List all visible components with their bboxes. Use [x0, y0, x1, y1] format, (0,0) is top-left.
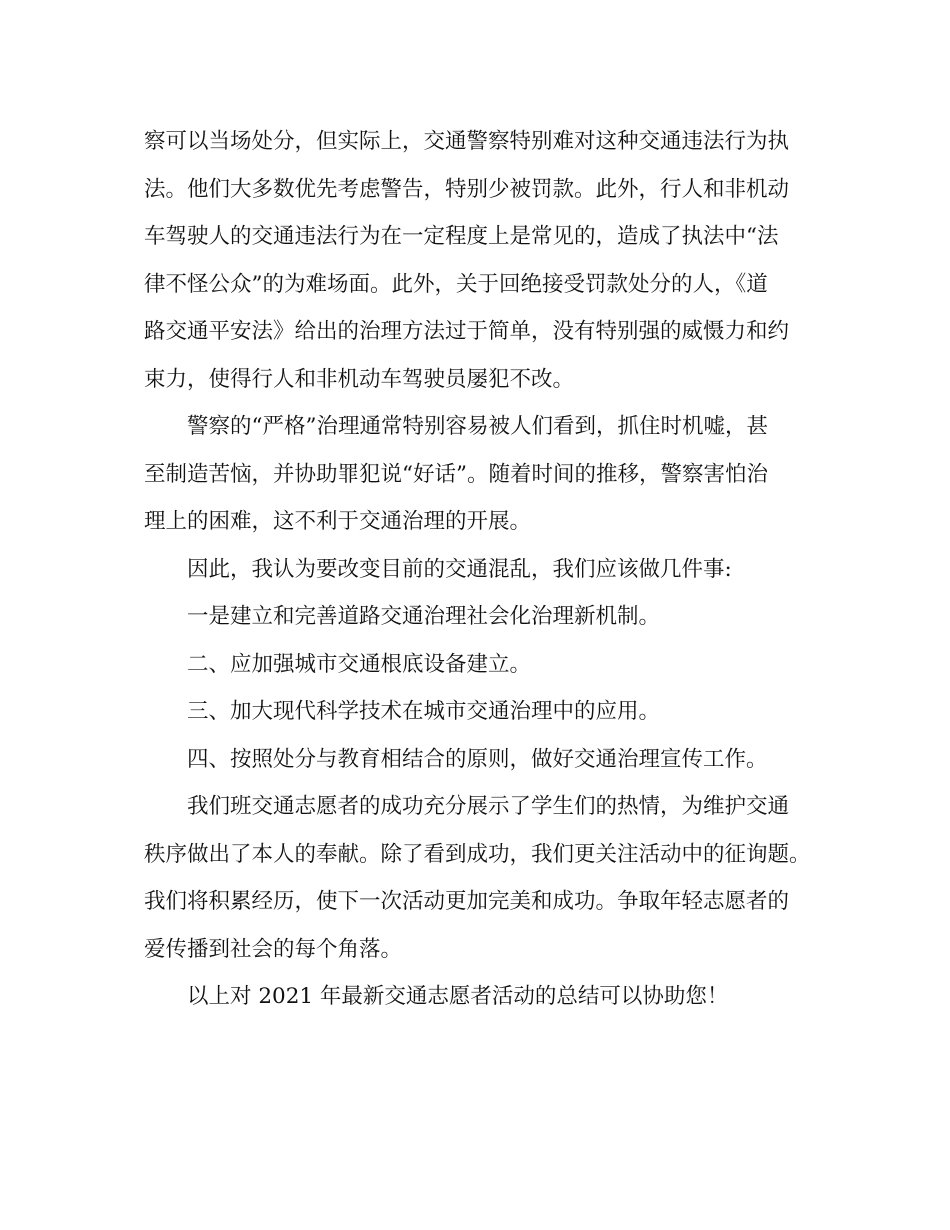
text-line: 二、应加强城市交通根底设备建立。 — [187, 651, 532, 677]
text-line: 一是建立和完善道路交通治理社会化治理新机制。 — [187, 604, 661, 629]
list-item-measure-4 — [144, 736, 824, 784]
text-line: 四、按照处分与教育相结合的原则，做好交通治理宣传工作。 — [187, 746, 768, 772]
text-line: 察可以当场处分，但实际上，交通警察特别难对这种交通违法行为执 — [144, 129, 790, 154]
text-line: 以上对 2021 年最新交通志愿者活动的总结可以协助您！ — [187, 984, 729, 1009]
text-line: 爱传播到社会的每个角落。 — [144, 936, 403, 962]
paragraph-measures-intro — [144, 546, 824, 594]
text-line: 警察的“严格”治理通常特别容易被人们看到，抓住时机嘘，甚 — [187, 414, 768, 439]
text-line: 秩序做出了本人的奉献。除了看到成功，我们更关注活动中的征询题。 — [144, 841, 811, 867]
text-line: 三、加大现代科学技术在城市交通治理中的应用。 — [187, 699, 661, 724]
text-line: 束力，使得行人和非机动车驾驶员屡犯不改。 — [144, 366, 575, 392]
document-page — [144, 118, 824, 1021]
list-item-measure-3 — [144, 688, 824, 736]
text-line: 路交通平安法》给出的治理方法过于简单，没有特别强的威慑力和约 — [144, 319, 790, 344]
text-line: 车驾驶人的交通违法行为在一定程度上是常见的，造成了执法中“法 — [144, 224, 779, 249]
text-line: 因此，我认为要改变目前的交通混乱，我们应该做几件事: — [187, 556, 732, 582]
text-line: 我们班交通志愿者的成功充分展示了学生们的热情，为维护交通 — [187, 794, 790, 819]
paragraph-closing — [144, 973, 824, 1021]
paragraph-enforcement — [144, 118, 824, 403]
list-item-measure-2 — [144, 641, 824, 689]
paragraph-volunteer-summary — [144, 783, 824, 973]
text-line: 理上的困难，这不利于交通治理的开展。 — [144, 509, 532, 534]
text-line: 法。他们大多数优先考虑警告，特别少被罚款。此外，行人和非机动 — [144, 176, 790, 202]
paragraph-police-strictness — [144, 403, 824, 546]
text-line: 我们将积累经历，使下一次活动更加完美和成功。争取年轻志愿者的 — [144, 889, 790, 914]
list-item-measure-1 — [144, 593, 824, 641]
text-line: 至制造苦恼，并协助罪犯说“好话”。随着时间的推移，警察害怕治 — [144, 461, 768, 487]
text-line: 律不怪公众”的为难场面。此外，关于回绝接受罚款处分的人，《道 — [144, 271, 768, 297]
